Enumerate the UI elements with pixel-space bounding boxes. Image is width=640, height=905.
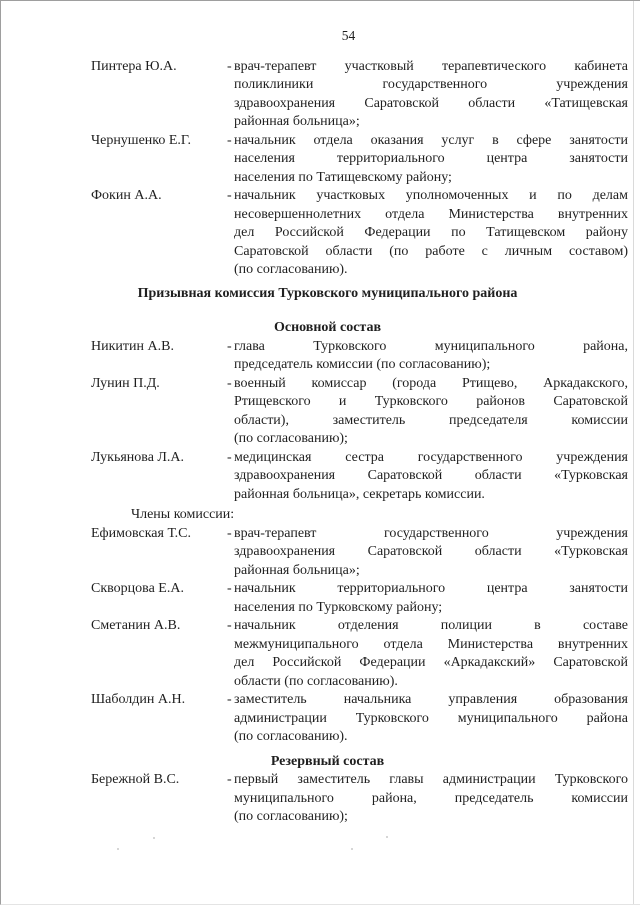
member-role: [234, 525, 628, 581]
scan-speck: [117, 848, 119, 850]
commission-entries: [91, 58, 628, 280]
commission-entry: [91, 691, 628, 747]
role-line: Саратовской области (по работе с личным составом): [234, 243, 628, 259]
role-line: администрации Турковского муниципального района: [234, 710, 628, 726]
role-line: начальник отдела оказания услуг в сфере занятости: [234, 132, 628, 148]
commission-entry: [91, 449, 628, 505]
role-line: поликлиники государственного учреждения: [234, 77, 628, 92]
member-name: Лунин П.Д.: [91, 375, 160, 391]
role-line: начальник участковых уполномоченных и по делам: [234, 188, 628, 203]
dash-separator: -: [227, 692, 232, 707]
commission-entry: [91, 132, 628, 188]
member-role: [234, 449, 628, 505]
dash-separator: -: [227, 188, 232, 203]
member-role: [234, 375, 628, 449]
role-line: заместитель начальника управления образования: [234, 692, 628, 707]
role-line: врач-терапевт участковый терапевтического кабинета: [234, 58, 628, 74]
role-line: населения территориального центра занятости: [234, 151, 628, 166]
role-line: области), заместитель председателя комиссии: [234, 412, 628, 428]
scan-speck: [351, 848, 353, 850]
member-name: Шаболдин А.Н.: [91, 692, 186, 707]
member-name: Пинтера Ю.А.: [91, 58, 177, 74]
role-line: здравоохранения Саратовской области «Татищевская: [234, 95, 628, 111]
member-role: [234, 617, 628, 691]
commission-entry: [91, 338, 628, 375]
role-line: здравоохранения Саратовской области «Турковская: [234, 468, 628, 483]
role-line: дел Российской Федерации «Аркадакский» Саратовской: [234, 655, 628, 670]
role-line: начальник отделения полиции в составе: [234, 618, 628, 633]
commission-entries: [91, 338, 628, 505]
subsection-heading: Резервный состав: [270, 753, 385, 769]
member-role: [234, 580, 628, 617]
member-role: [234, 771, 628, 827]
dash-separator: -: [227, 618, 232, 633]
commission-entry: [91, 58, 628, 132]
member-name: Бережной В.С.: [91, 772, 180, 787]
member-name: Фокин А.А.: [91, 188, 162, 203]
role-line: области (по согласованию).: [234, 673, 398, 689]
subsection-heading: Основной состав: [273, 320, 382, 335]
member-role: [234, 338, 628, 375]
member-role: [234, 691, 628, 747]
member-name: Лукьянова Л.А.: [91, 449, 185, 465]
commission-entry: [91, 617, 628, 691]
members-label: Члены комиссии:: [131, 507, 235, 522]
document-body: [91, 58, 628, 827]
commission-entry: [91, 375, 628, 449]
page-number: 54: [341, 28, 356, 43]
commission-entry: [91, 187, 628, 280]
dash-separator: -: [227, 58, 232, 74]
dash-separator: -: [227, 449, 232, 465]
member-role: [234, 58, 628, 132]
member-name: Никитин А.В.: [91, 338, 174, 354]
dash-separator: -: [227, 525, 232, 541]
role-line: населения по Турковскому району;: [234, 599, 443, 615]
dash-separator: -: [227, 338, 232, 354]
role-line: председатель комиссии (по согласованию);: [234, 357, 491, 372]
role-line: первый заместитель главы администрации Турковского: [234, 772, 628, 787]
role-line: (по согласованию);: [234, 809, 348, 824]
member-name: Сметанин А.В.: [91, 618, 181, 633]
commission-entry: [91, 525, 628, 581]
role-line: районная больница»;: [234, 114, 360, 129]
role-line: межмуниципального отдела Министерства внутренних: [234, 636, 628, 652]
commission-entries: [91, 771, 628, 827]
section-heading: Призывная комиссия Турковского муниципального района: [137, 285, 518, 301]
dash-separator: -: [227, 375, 232, 391]
member-role: [234, 187, 628, 280]
role-line: муниципального района, председатель комиссии: [234, 790, 628, 806]
role-line: населения по Татищевскому району;: [234, 169, 452, 185]
member-name: Ефимовская Т.С.: [91, 525, 191, 541]
role-line: районная больница», секретарь комиссии.: [234, 486, 485, 502]
role-line: (по согласованию).: [234, 262, 348, 277]
role-line: (по согласованию);: [234, 431, 348, 446]
role-line: врач-терапевт государственного учреждения: [234, 525, 628, 541]
commission-entries: [91, 525, 628, 747]
scan-speck: [386, 836, 388, 838]
dash-separator: -: [227, 132, 232, 148]
commission-entry: [91, 580, 628, 617]
page-edge-right: [633, 1, 634, 904]
member-role: [234, 132, 628, 188]
role-line: районная больница»;: [234, 562, 360, 578]
member-name: Скворцова Е.А.: [91, 581, 184, 596]
role-line: начальник территориального центра занятости: [234, 581, 628, 596]
role-line: дел Российской Федерации по Татищевском району: [234, 225, 628, 240]
role-line: здравоохранения Саратовской области «Турковская: [234, 544, 628, 559]
role-line: глава Турковского муниципального района,: [234, 338, 628, 354]
member-name: Чернушенко Е.Г.: [91, 132, 191, 148]
role-line: военный комиссар (города Ртищево, Аркадакского,: [234, 375, 628, 391]
scan-speck: [153, 837, 155, 839]
role-line: Ртищевского и Турковского районов Саратовской: [234, 394, 628, 409]
role-line: несовершеннолетних отдела Министерства внутренних: [234, 206, 628, 222]
role-line: медицинская сестра государственного учреждения: [234, 449, 628, 465]
dash-separator: -: [227, 581, 232, 596]
dash-separator: -: [227, 772, 232, 787]
commission-entry: [91, 771, 628, 827]
role-line: (по согласованию).: [234, 729, 348, 744]
